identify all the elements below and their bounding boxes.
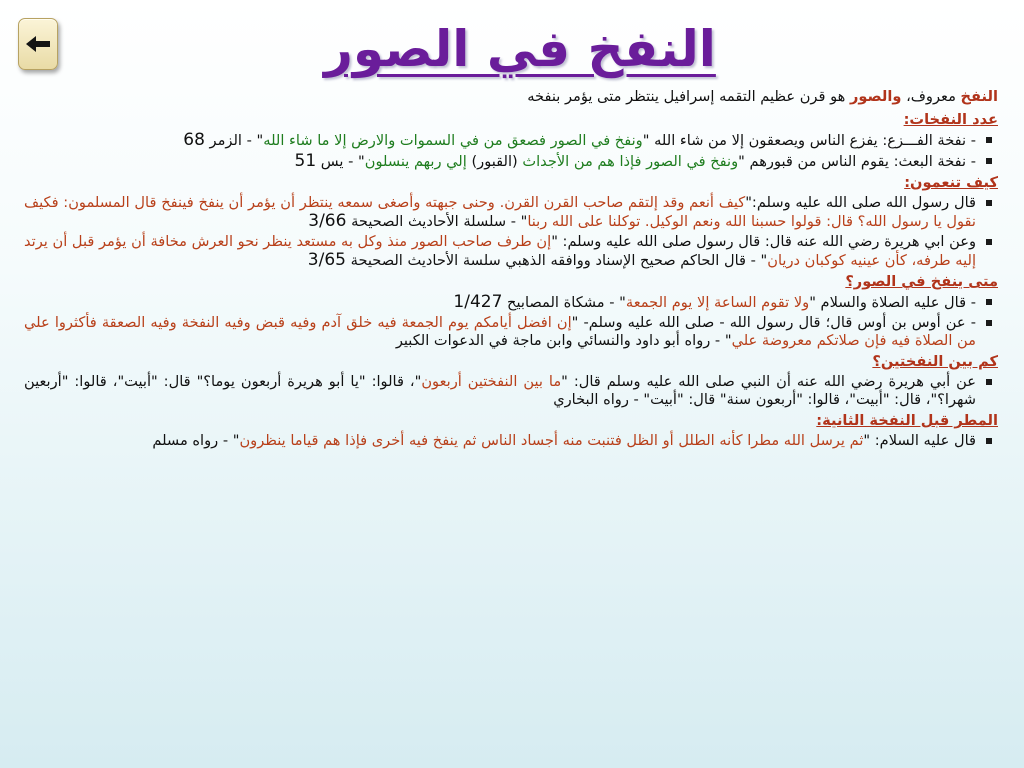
list-how-to-enjoy xyxy=(24,194,998,270)
intro-keyword-nafkh: النفخ xyxy=(960,88,998,105)
list-item xyxy=(24,293,998,312)
list-item xyxy=(24,131,998,150)
list-item xyxy=(24,314,998,350)
item-quote: كيف أنعم وقد إلتقم صاحب القرن القرن. وحنى جبهته وأصغى سمعه ينتظر أن يؤمر أن ينفخ فينفخ قال المسلمون: فكيف نقول يا رسول الله؟ قال: قولوا حسبنا الله ونعم الوكيل. توكلنا على الله ربنا xyxy=(24,194,976,230)
item-source: " - سلسلة الأحاديث الصحيحة xyxy=(346,213,528,230)
content-body xyxy=(24,88,998,452)
item-reference-number: 3/66 xyxy=(308,211,347,231)
item-source: " - الزمر xyxy=(204,132,264,149)
section-heading-how-to-enjoy: كيف تنعمون: xyxy=(904,174,998,191)
item-text: - نفخة البعث: يقوم الناس من قبورهم " xyxy=(738,153,976,170)
list-when-blown xyxy=(24,293,998,350)
left-arrow-icon xyxy=(25,34,51,54)
item-quote: ونفخ في الصور فإذا هم من الأجداث xyxy=(522,153,739,170)
section-heading-when-blown: متى ينفخ في الصور؟ xyxy=(845,273,998,290)
item-source: " - رواه مسلم xyxy=(152,432,240,449)
list-number-of-blasts xyxy=(24,131,998,171)
list-item xyxy=(24,432,998,450)
item-text: وعن ابي هريرة رضي الله عنه قال: قال رسول صلى الله عليه وسلم: " xyxy=(551,233,976,250)
back-button[interactable] xyxy=(18,18,58,70)
intro-text-1: معروف، xyxy=(901,88,961,105)
item-reference-number: 1/427 xyxy=(453,292,503,312)
item-source: " - قال الحاكم صحيح الإسناد ووافقه الذهبي سلسة الأحاديث الصحيحة xyxy=(345,252,768,269)
list-item xyxy=(24,373,998,409)
item-quote: إن افضل أيامكم يوم الجمعة فيه خلق آدم وفيه قبض وفيه النفخة وفيه الصعقة فأكثروا علي من الصلاة فيه فإن صلاتكم معروضة علي xyxy=(24,314,976,349)
item-text: قال رسول الله صلى الله عليه وسلم:" xyxy=(745,194,976,211)
item-source: " - يس xyxy=(316,153,365,170)
intro-text-2: هو قرن عظيم التقمه إسرافيل ينتظر متى يؤمر بنفخه xyxy=(527,88,850,105)
item-quote: ثم يرسل الله مطرا كأنه الطلل أو الظل فتنبت منه أجساد الناس ثم ينفخ فيه أخرى فإذا هم قياما ينظرون xyxy=(239,432,864,449)
item-reference-number: 51 xyxy=(294,151,317,171)
item-source: " - رواه أبو داود والنسائي وابن ماجة في الدعوات الكبير xyxy=(395,332,732,349)
item-text: - عن أوس بن أوس قال؛ قال رسول الله - صلى الله عليه وسلم- " xyxy=(571,314,976,331)
item-quote: إلي ربهم ينسلون xyxy=(364,153,467,170)
section-heading-rain-before-second-blast: المطر قبل النفخة الثانية: xyxy=(816,412,998,429)
list-rain-before-second-blast xyxy=(24,432,998,450)
item-text: - قال عليه الصلاة والسلام " xyxy=(809,294,976,311)
item-quote: ولا تقوم الساعة إلا يوم الجمعة xyxy=(625,294,810,311)
item-text: قال عليه السلام: " xyxy=(863,432,976,449)
list-item xyxy=(24,233,998,270)
section-heading-between-blasts: كم بين النفختين؟ xyxy=(872,353,998,370)
item-quote: ونفخ في الصور فصعق من في السموات والارض إلا ما شاء الله xyxy=(263,132,643,149)
item-reference-number: 68 xyxy=(183,130,205,150)
item-source: " - مشكاة المصابيح xyxy=(502,294,626,311)
item-source: "، قالوا: "يا أبو هريرة أربعون يوما؟" قال: "أبيت"، قالوا: "أربعين شهرا؟"، قال: "أبيت"، قالوا: "أربعون سنة" قال: "أبيت" - رواه البخاري xyxy=(24,373,976,408)
list-between-blasts xyxy=(24,373,998,409)
list-item xyxy=(24,194,998,231)
intro-keyword-soor: والصور xyxy=(849,88,902,105)
list-item xyxy=(24,152,998,171)
item-text: عن أبي هريرة رضي الله عنه أن النبي صلى الله عليه وسلم قال: " xyxy=(561,373,976,390)
section-heading-number-of-blasts: عدد النفخات: xyxy=(903,111,998,128)
item-quote: ما بين النفختين أربعون xyxy=(421,373,562,390)
item-text: - نفخة الفـــزع: يفزع الناس ويصعقون إلا من شاء الله " xyxy=(642,132,976,149)
intro-paragraph xyxy=(24,88,998,106)
item-parenthetical: (القبور) xyxy=(466,153,523,170)
page-title: النفخ في الصور xyxy=(324,20,716,78)
item-reference-number: 3/65 xyxy=(307,250,346,270)
item-quote: إن طرف صاحب الصور منذ وكل به مستعد ينظر نحو العرش مخافة أن يؤمر قبل أن يرتد إليه طرفه، كأن عينيه كوكبان دريان xyxy=(24,233,976,269)
